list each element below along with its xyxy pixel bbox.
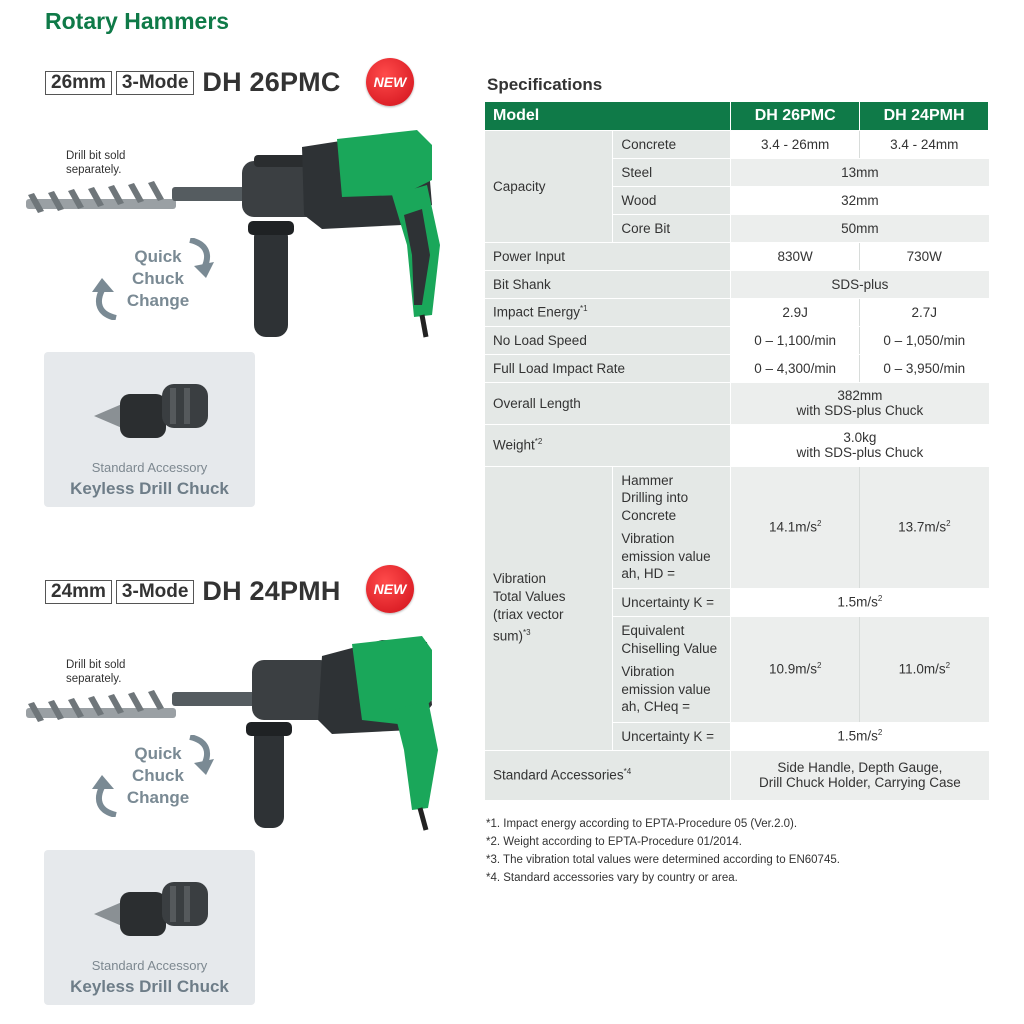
table-row [485, 466, 989, 588]
table-row [485, 750, 989, 800]
accessory-caption: Standard Accessory [91, 460, 208, 475]
vibration-label: Vibration Total Values (triax vector sum)$^{*3}$ [485, 466, 613, 750]
table-cell: 0 – 1,050/min [860, 326, 989, 354]
drill-illustration [22, 125, 442, 340]
drill-chuck-illustration [92, 366, 212, 446]
footnotes [486, 815, 840, 887]
rotate-arrow-icon [186, 238, 216, 280]
table-header [485, 102, 989, 130]
full-load-impact-rate-label: Full Load Impact Rate [485, 354, 731, 382]
table-row [485, 270, 989, 298]
uncertainty-label: Uncertainty K = [613, 722, 731, 750]
drill-chuck-illustration [92, 864, 212, 944]
new-badge: NEW [366, 565, 414, 613]
drill-illustration [22, 630, 442, 835]
overall-length-label: Overall Length [485, 382, 731, 424]
table-cell: 2.7J [860, 298, 989, 326]
footnote: *4. Standard accessories vary by country or area. [486, 872, 738, 884]
table-cell: $10.9m/s^2$ [731, 616, 860, 722]
header-dh24pmh: DH 24PMH [860, 102, 989, 130]
capacity-label: Capacity [485, 130, 613, 242]
standard-accessories-label: Standard Accessories$^{*4}$ [485, 750, 731, 800]
weight-label: Weight$^{*2}$ [485, 424, 731, 466]
drill-bit-note: Drill bit sold separately. [66, 150, 126, 176]
table-cell: 50mm [731, 214, 989, 242]
table-cell: SDS-plus [731, 270, 989, 298]
mode-chip: 3-Mode [116, 71, 195, 95]
product-heading-dh26pmc [45, 67, 341, 98]
table-row [485, 130, 989, 158]
size-chip: 24mm [45, 580, 112, 604]
table-cell: $11.0m/s^2$ [860, 616, 989, 722]
footnote: *3. The vibration total values were determined according to EN60745. [486, 854, 840, 866]
rotate-arrow-icon [186, 735, 216, 777]
model-name: DH 26PMC [202, 67, 341, 97]
mode-chip: 3-Mode [116, 580, 195, 604]
table-cell: $13.7m/s^2$ [860, 466, 989, 588]
header-model: Model [485, 102, 731, 130]
table-cell: 2.9J [731, 298, 860, 326]
table-row [485, 242, 989, 270]
new-badge: NEW [366, 58, 414, 106]
size-chip: 26mm [45, 71, 112, 95]
concrete-label: Concrete [613, 130, 731, 158]
table-row [485, 424, 989, 466]
accessory-caption: Standard Accessory [91, 958, 208, 973]
accessory-card [44, 850, 255, 1005]
model-name: DH 24PMH [202, 576, 341, 606]
rotate-arrow-icon [90, 775, 120, 817]
chiselling-label: Equivalent Chiselling Value Vibration emission value ah, CHeq = [613, 616, 731, 722]
accessory-card [44, 352, 255, 507]
table-cell: 3.4 - 24mm [860, 130, 989, 158]
bit-shank-label: Bit Shank [485, 270, 731, 298]
rotate-arrow-icon [90, 278, 120, 320]
table-row [485, 354, 989, 382]
hammer-drilling-label: Hammer Drilling into Concrete Vibration emission value ah, HD = [613, 466, 731, 588]
table-cell: 3.0kg with SDS-plus Chuck [731, 424, 989, 466]
table-row [485, 326, 989, 354]
no-load-speed-label: No Load Speed [485, 326, 731, 354]
table-row [485, 298, 989, 326]
table-cell: 3.4 - 26mm [731, 130, 860, 158]
table-cell: 382mm with SDS-plus Chuck [731, 382, 989, 424]
specifications-table [485, 102, 989, 801]
footnote: *1. Impact energy according to EPTA-Procedure 05 (Ver.2.0). [486, 818, 798, 830]
wood-label: Wood [613, 186, 731, 214]
table-cell: 0 – 4,300/min [731, 354, 860, 382]
specifications-title: Specifications [487, 75, 603, 94]
table-row [485, 382, 989, 424]
footnote: *2. Weight according to EPTA-Procedure 01/2014. [486, 836, 742, 848]
page-title: Rotary Hammers [45, 8, 230, 34]
table-cell: 730W [860, 242, 989, 270]
table-cell: 13mm [731, 158, 989, 186]
uncertainty-label: Uncertainty K = [613, 588, 731, 616]
table-cell: 0 – 3,950/min [860, 354, 989, 382]
power-input-label: Power Input [485, 242, 731, 270]
table-cell: $14.1m/s^2$ [731, 466, 860, 588]
table-cell: $1.5m/s^2$ [731, 588, 989, 616]
impact-energy-label: Impact Energy$^{*1}$ [485, 298, 731, 326]
table-cell: 0 – 1,100/min [731, 326, 860, 354]
quick-chuck-change-label: Quick Chuck Change [126, 744, 190, 807]
accessory-name: Keyless Drill Chuck [70, 479, 229, 498]
table-cell: $1.5m/s^2$ [731, 722, 989, 750]
steel-label: Steel [613, 158, 731, 186]
header-dh26pmc: DH 26PMC [731, 102, 860, 130]
accessory-name: Keyless Drill Chuck [70, 977, 229, 996]
drill-bit-note: Drill bit sold separately. [66, 659, 126, 685]
quick-chuck-change-label: Quick Chuck Change [126, 247, 190, 310]
product-heading-dh24pmh [45, 576, 341, 607]
table-cell: 830W [731, 242, 860, 270]
table-cell: 32mm [731, 186, 989, 214]
core-bit-label: Core Bit [613, 214, 731, 242]
table-cell: Side Handle, Depth Gauge, Drill Chuck Holder, Carrying Case [731, 750, 989, 800]
